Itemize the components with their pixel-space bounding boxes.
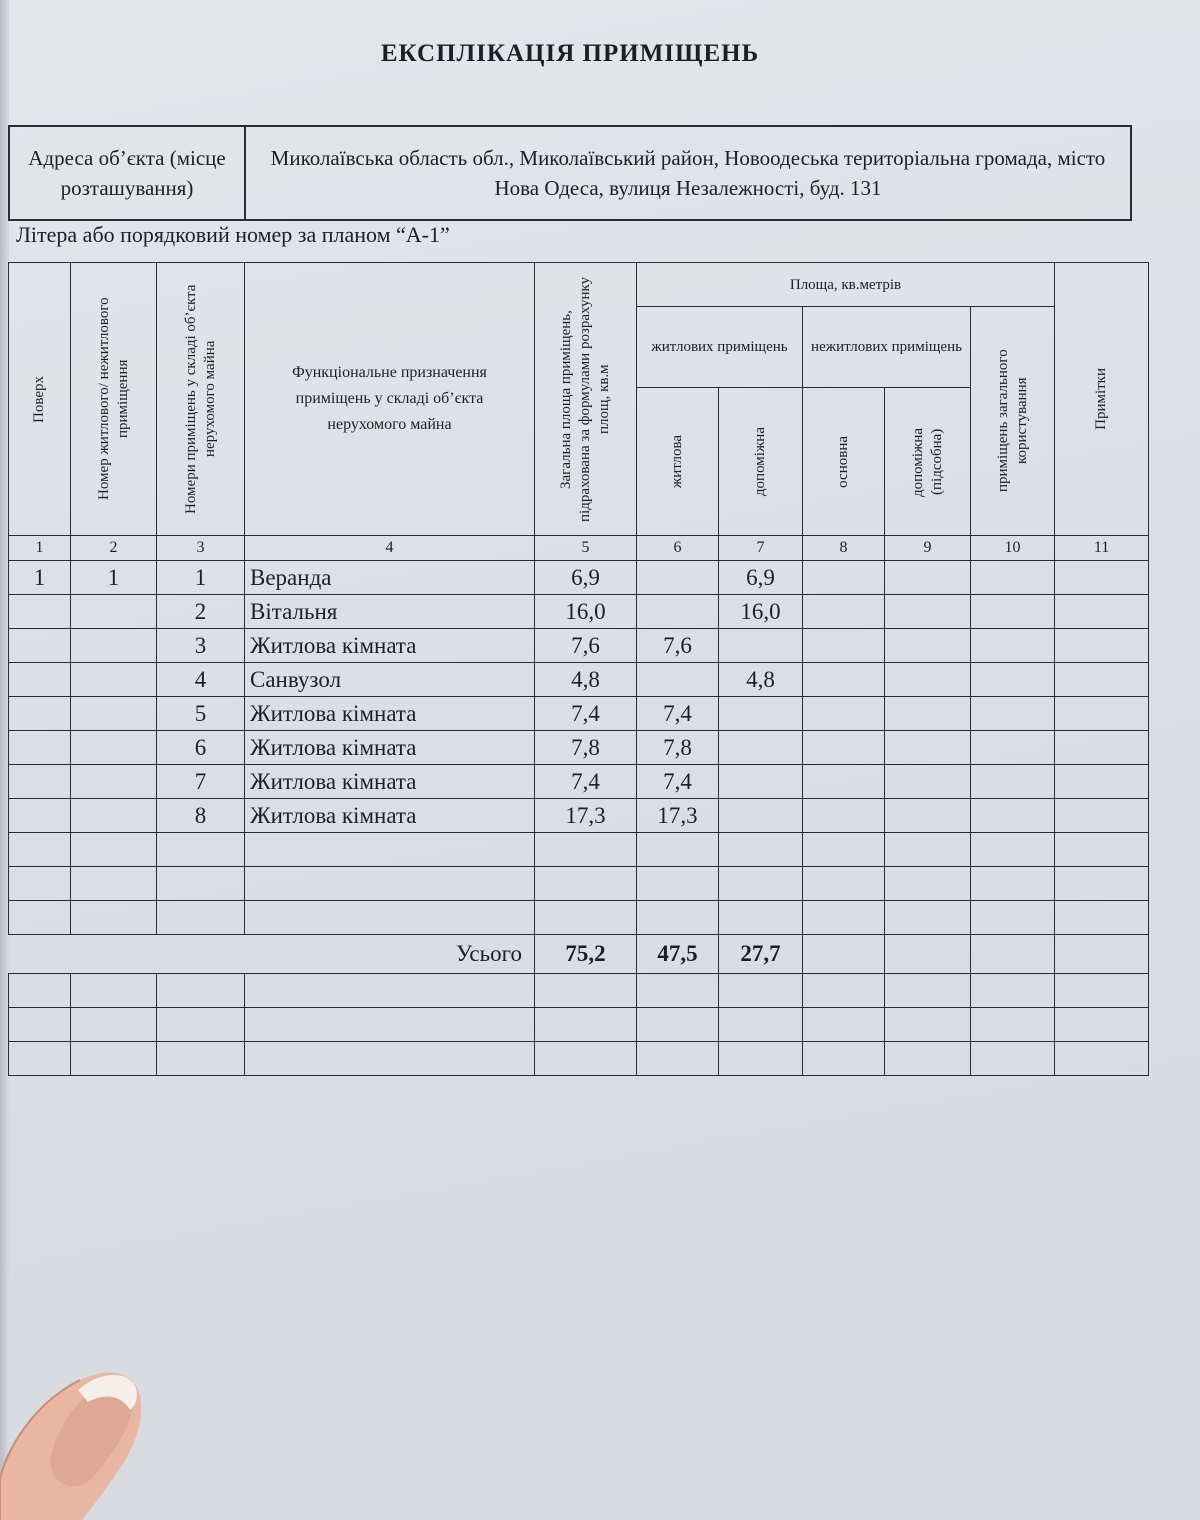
table-row: [9, 697, 1149, 731]
cell-room: 5: [157, 697, 245, 731]
cell-aux: 4,8: [719, 663, 803, 697]
cell-living: 7,4: [637, 697, 719, 731]
address-table: [8, 125, 1132, 221]
table-row-empty: [9, 1042, 1149, 1076]
column-number: 8: [803, 536, 885, 561]
cell-living: 7,6: [637, 629, 719, 663]
total-row: [9, 935, 1149, 974]
table-row: [9, 629, 1149, 663]
cell-name: Веранда: [245, 561, 535, 595]
table-row: [9, 663, 1149, 697]
cell-aux: [719, 799, 803, 833]
header-function: Функціональне призначення приміщень у складі об’єкта нерухомого майна: [245, 263, 535, 536]
liter-line: Літера або порядковий номер за планом “А-1”: [16, 222, 450, 247]
column-number: 3: [157, 536, 245, 561]
cell-room: 7: [157, 765, 245, 799]
column-number: 11: [1055, 536, 1149, 561]
column-number: 4: [245, 536, 535, 561]
cell-floor: [9, 629, 71, 663]
header-total-area: Загальна площа приміщень, підрахована за формулами розрахунку площ, кв.м: [535, 263, 637, 536]
cell-name: Житлова кімната: [245, 629, 535, 663]
total-label: Усього: [9, 935, 535, 974]
total-aux-value: 27,7: [719, 935, 803, 974]
cell-unit: [71, 765, 157, 799]
cell-room: 8: [157, 799, 245, 833]
table-row: [9, 765, 1149, 799]
cell-aux: 6,9: [719, 561, 803, 595]
cell-aux: [719, 697, 803, 731]
cell-room: 4: [157, 663, 245, 697]
column-number: 9: [885, 536, 971, 561]
cell-living: [637, 561, 719, 595]
total-area-value: 75,2: [535, 935, 637, 974]
header-unit-number: Номер житлового/ нежитлового приміщення: [71, 263, 157, 536]
cell-floor: [9, 663, 71, 697]
cell-floor: [9, 697, 71, 731]
cell-name: Житлова кімната: [245, 731, 535, 765]
cell-floor: [9, 731, 71, 765]
column-numbers-row: [9, 536, 1149, 561]
column-number: 7: [719, 536, 803, 561]
cell-unit: [71, 697, 157, 731]
column-number: 1: [9, 536, 71, 561]
cell-room: 1: [157, 561, 245, 595]
cell-total: 7,8: [535, 731, 637, 765]
cell-total: 7,4: [535, 765, 637, 799]
cell-living: [637, 663, 719, 697]
column-number: 6: [637, 536, 719, 561]
table-row-empty: [9, 901, 1149, 935]
cell-aux: [719, 629, 803, 663]
cell-aux: [719, 731, 803, 765]
cell-name: Житлова кімната: [245, 765, 535, 799]
cell-aux: [719, 765, 803, 799]
cell-aux: 16,0: [719, 595, 803, 629]
cell-total: 6,9: [535, 561, 637, 595]
cell-floor: [9, 595, 71, 629]
cell-room: 6: [157, 731, 245, 765]
table-row-empty: [9, 833, 1149, 867]
header-auxiliary-utility: допоміжна (підсобна): [885, 388, 971, 536]
cell-name: Житлова кімната: [245, 799, 535, 833]
address-label: Адреса об’єкта (місце розташування): [9, 126, 245, 220]
explication-table: [8, 262, 1149, 1076]
cell-name: Житлова кімната: [245, 697, 535, 731]
header-floor: Поверх: [9, 263, 71, 536]
table-row-empty: [9, 974, 1149, 1008]
table-row: [9, 799, 1149, 833]
column-number: 5: [535, 536, 637, 561]
total-living-value: 47,5: [637, 935, 719, 974]
cell-total: 4,8: [535, 663, 637, 697]
cell-living: 7,8: [637, 731, 719, 765]
cell-total: 16,0: [535, 595, 637, 629]
table-row: [9, 595, 1149, 629]
cell-name: Санвузол: [245, 663, 535, 697]
header-auxiliary: допоміжна: [719, 388, 803, 536]
header-residential: житлових приміщень: [637, 307, 803, 388]
cell-floor: [9, 799, 71, 833]
cell-room: 3: [157, 629, 245, 663]
cell-unit: [71, 731, 157, 765]
document-title: ЕКСПЛІКАЦІЯ ПРИМІЩЕНЬ: [380, 40, 760, 67]
cell-unit: [71, 629, 157, 663]
table-row-empty: [9, 1008, 1149, 1042]
table-row: [9, 561, 1149, 595]
cell-unit: 1: [71, 561, 157, 595]
address-value: Миколаївська область обл., Миколаївський район, Новоодеська територіальна громада, місто Нова Одеса, вулиця Незалежності, буд. 131: [245, 126, 1131, 220]
cell-room: 2: [157, 595, 245, 629]
cell-living: 17,3: [637, 799, 719, 833]
header-notes: Примітки: [1055, 263, 1149, 536]
cell-total: 17,3: [535, 799, 637, 833]
header-main: основна: [803, 388, 885, 536]
cell-name: Вітальня: [245, 595, 535, 629]
cell-living: 7,4: [637, 765, 719, 799]
cell-unit: [71, 663, 157, 697]
header-area-group: Площа, кв.метрів: [637, 263, 1055, 307]
header-non-residential: нежитлових приміщень: [803, 307, 971, 388]
cell-living: [637, 595, 719, 629]
column-number: 2: [71, 536, 157, 561]
table-row: [9, 731, 1149, 765]
column-number: 10: [971, 536, 1055, 561]
cell-total: 7,6: [535, 629, 637, 663]
cell-unit: [71, 595, 157, 629]
header-room-numbers: Номери приміщень у складі об’єкта нерухомого майна: [157, 263, 245, 536]
cell-total: 7,4: [535, 697, 637, 731]
header-living: житлова: [637, 388, 719, 536]
table-row-empty: [9, 867, 1149, 901]
cell-unit: [71, 799, 157, 833]
cell-floor: 1: [9, 561, 71, 595]
cell-floor: [9, 765, 71, 799]
header-common-use: приміщень загального користування: [971, 307, 1055, 536]
fingertip-image: [0, 1360, 160, 1520]
